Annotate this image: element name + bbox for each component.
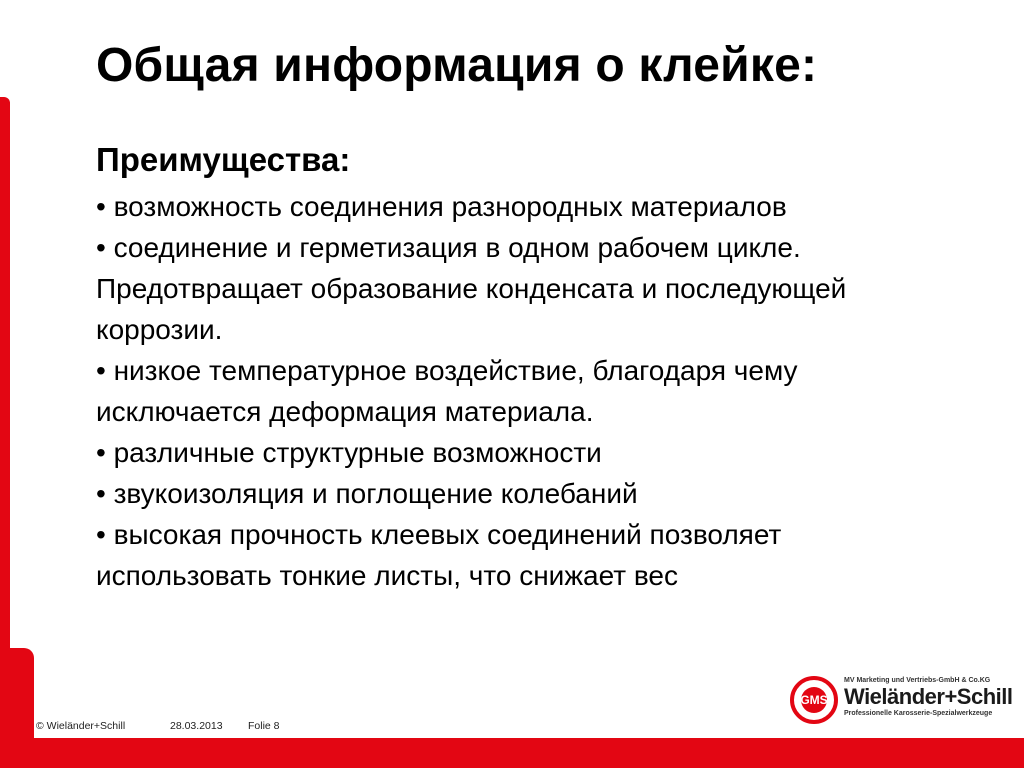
content-line: коррозии. bbox=[96, 314, 223, 345]
content-line: • возможность соединения разнородных материалов bbox=[96, 191, 787, 222]
content-line: • звукоизоляция и поглощение колебаний bbox=[96, 478, 638, 509]
logo-company-line: MV Marketing und Vertriebs-GmbH & Co.KG bbox=[844, 677, 991, 684]
left-red-stripe bbox=[0, 97, 10, 657]
content-line: Предотвращает образование конденсата и последующей bbox=[96, 273, 847, 304]
slide-subtitle: Преимущества: bbox=[96, 141, 351, 178]
content-line: • высокая прочность клеевых соединений позволяет bbox=[96, 519, 782, 550]
footer-slide-number: Folie 8 bbox=[248, 720, 280, 732]
slide-title: Общая информация о клейке: bbox=[96, 39, 818, 92]
content-line: • соединение и герметизация в одном рабочем цикле. bbox=[96, 232, 801, 263]
logo-brand-name: Wieländer+Schill bbox=[844, 684, 1013, 709]
footer-copyright: © Wieländer+Schill bbox=[36, 720, 126, 732]
logo-tagline: Professionelle Karosserie-Spezialwerkzeuge bbox=[844, 710, 993, 717]
company-logo bbox=[790, 676, 1020, 732]
logo-emblem-letters: GMS bbox=[801, 687, 827, 713]
logo-text-block bbox=[844, 676, 1022, 718]
footer-date: 28.03.2013 bbox=[170, 720, 223, 732]
content-line: • низкое температурное воздействие, благодаря чему bbox=[96, 355, 798, 386]
slide-content bbox=[96, 136, 976, 596]
content-line: использовать тонкие листы, что снижает вес bbox=[96, 560, 678, 591]
content-line: • различные структурные возможности bbox=[96, 437, 602, 468]
content-line: исключается деформация материала. bbox=[96, 396, 594, 427]
bottom-red-bar bbox=[0, 738, 1024, 768]
logo-emblem-icon bbox=[790, 676, 838, 724]
